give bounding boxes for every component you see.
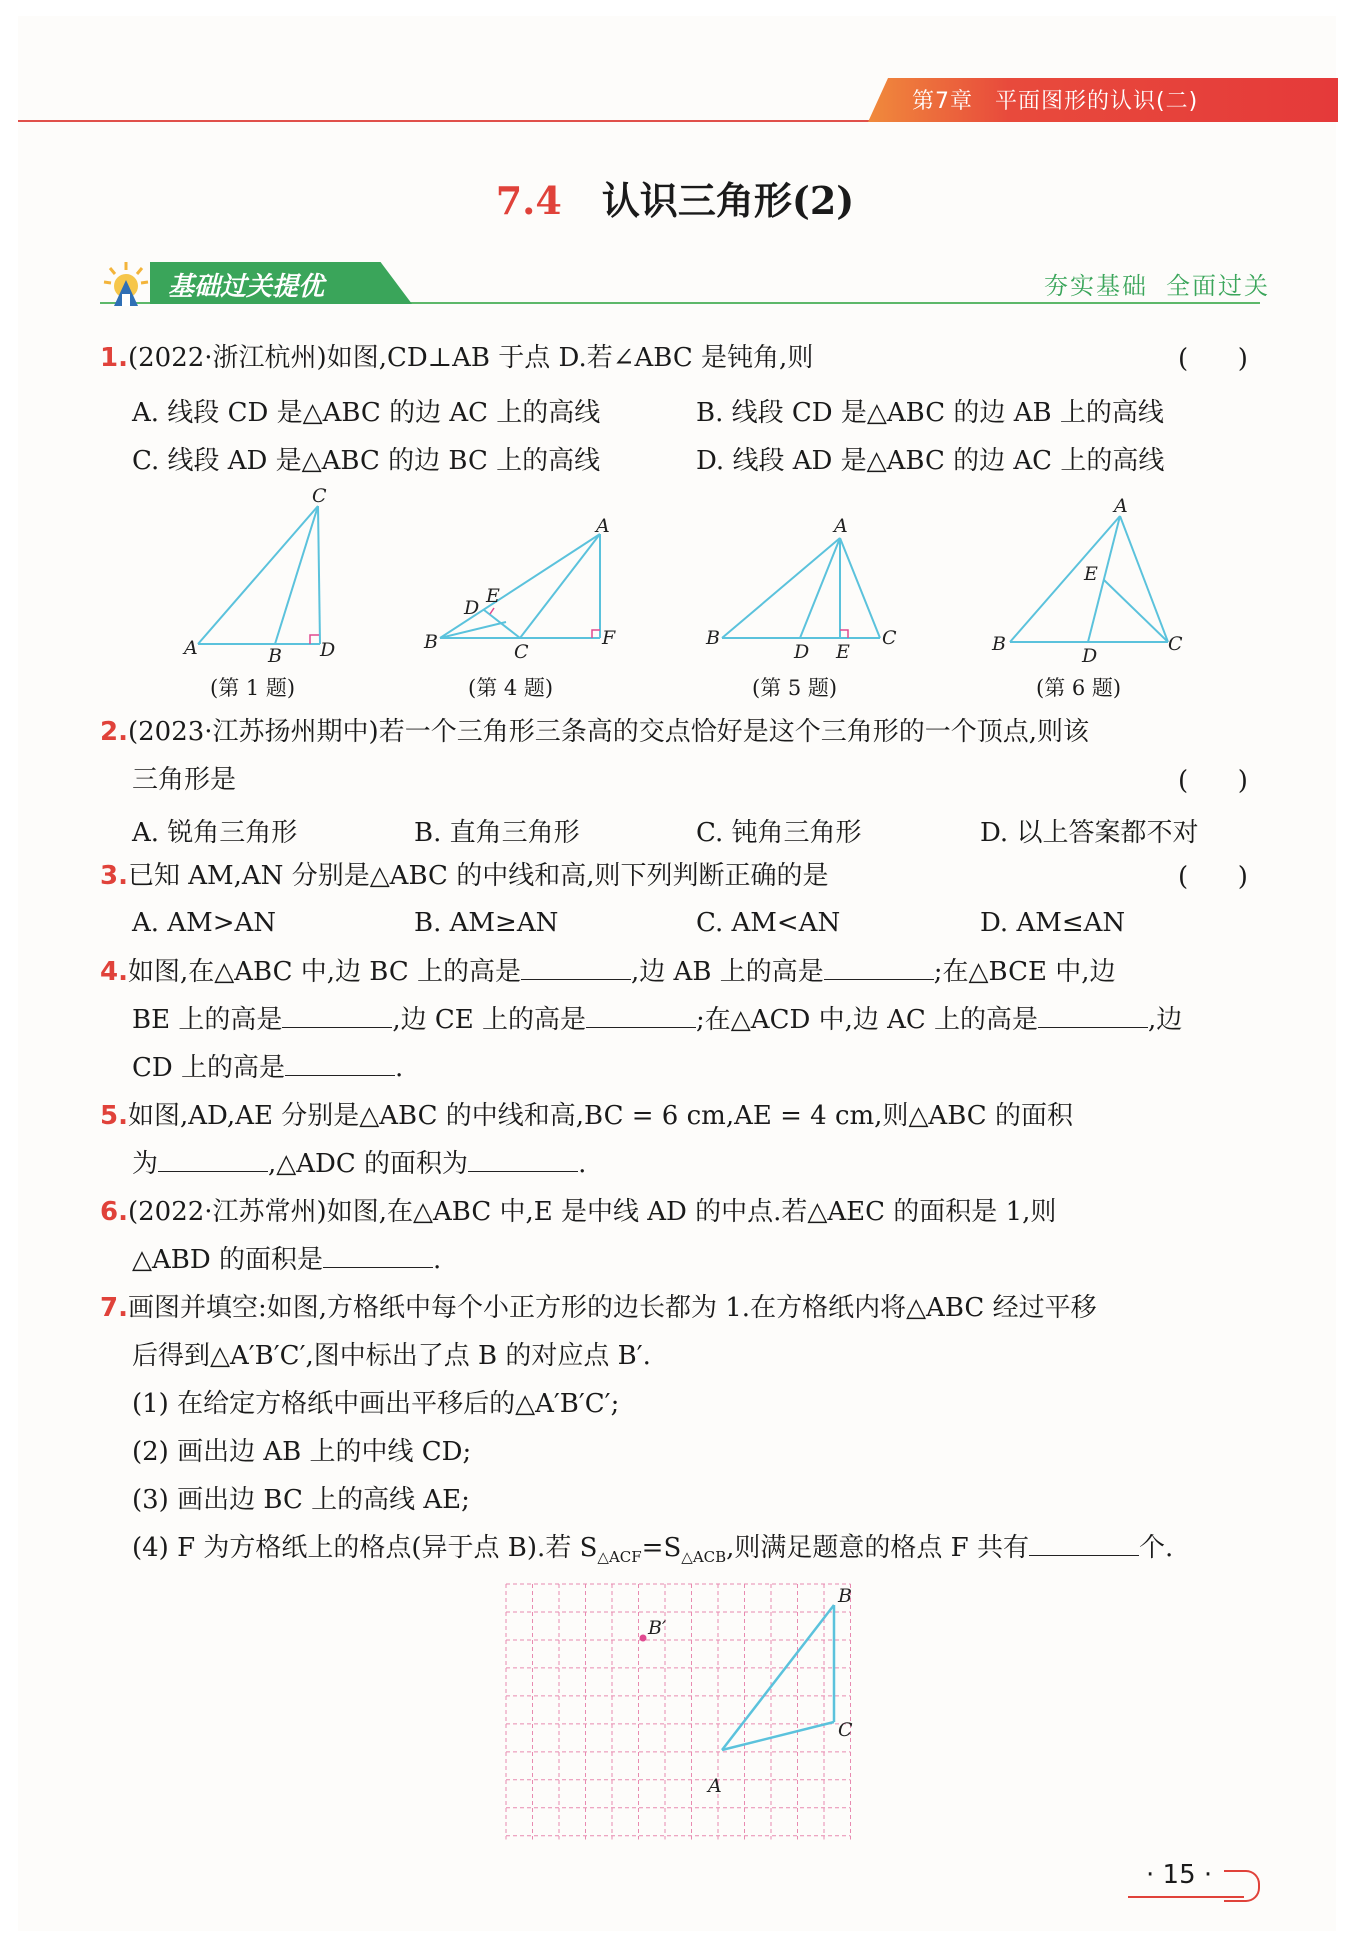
svg-text:C: C bbox=[514, 641, 529, 663]
option-a: A. AM>AN bbox=[132, 908, 277, 938]
answer-paren: ( ) bbox=[1178, 766, 1248, 796]
question-text: 如图,在△ABC 中,边 BC 上的高是 bbox=[127, 957, 522, 987]
question-2-line-2: 三角形是 bbox=[132, 765, 237, 795]
svg-text:A: A bbox=[834, 515, 848, 537]
question-number: 2. bbox=[100, 717, 128, 747]
question-2-line-1 bbox=[100, 708, 1089, 756]
figure-question-6 bbox=[980, 494, 1183, 667]
question-text: (4) F 为方格纸上的格点(异于点 B).若 S bbox=[132, 1533, 598, 1563]
option-d: D. 以上答案都不对 bbox=[980, 818, 1199, 848]
figure-question-4 bbox=[420, 510, 620, 663]
grid-figure-question-7 bbox=[500, 1578, 870, 1840]
answer-blank[interactable] bbox=[521, 959, 631, 980]
svg-text:D: D bbox=[464, 597, 480, 619]
page-number: · 15 · bbox=[1146, 1860, 1213, 1890]
question-5-line-2 bbox=[132, 1140, 586, 1188]
section-motto bbox=[1026, 266, 1270, 301]
question-text: 个. bbox=[1139, 1533, 1174, 1563]
question-text: . bbox=[395, 1053, 404, 1083]
answer-paren: ( ) bbox=[1178, 344, 1248, 374]
figure-caption-4: (第 4 题) bbox=[468, 676, 554, 700]
option-c: C. 钝角三角形 bbox=[696, 818, 862, 848]
question-number: 7. bbox=[100, 1293, 128, 1323]
svg-text:B: B bbox=[706, 627, 720, 649]
b-prime-point bbox=[640, 1635, 647, 1642]
subscript: △ACB bbox=[681, 1548, 727, 1567]
question-text: 画图并填空:如图,方格纸中每个小正方形的边长都为 1.在方格纸内将△ABC 经过平移 bbox=[127, 1293, 1097, 1323]
svg-text:D: D bbox=[1082, 645, 1098, 667]
question-text: ,边 CE 上的高是 bbox=[392, 1005, 587, 1035]
lesson-number: 7.4 bbox=[495, 178, 562, 223]
question-4-line-3 bbox=[132, 1044, 403, 1092]
figure-caption-6: (第 6 题) bbox=[1036, 676, 1122, 700]
answer-blank[interactable] bbox=[285, 1055, 395, 1076]
question-number: 4. bbox=[100, 957, 128, 987]
question-text: 如图,AD,AE 分别是△ABC 的中线和高,BC = 6 cm,AE = 4 cm,则△ABC 的面积 bbox=[127, 1101, 1073, 1131]
svg-text:D: D bbox=[794, 641, 810, 663]
lesson-name: 认识三角形(2) bbox=[601, 178, 855, 223]
figure-question-1 bbox=[170, 484, 350, 667]
question-number: 6. bbox=[100, 1197, 128, 1227]
label-b-prime: B′ bbox=[648, 1617, 667, 1639]
svg-text:C: C bbox=[1168, 633, 1183, 655]
svg-text:F: F bbox=[602, 627, 616, 649]
question-text: 为 bbox=[132, 1149, 159, 1179]
question-6-line-1 bbox=[100, 1188, 1056, 1236]
motto-part-2: 全面过关 bbox=[1166, 272, 1270, 300]
question-7-line-1 bbox=[100, 1284, 1097, 1332]
chapter-title: 平面图形的认识(二) bbox=[995, 89, 1199, 114]
question-text: CD 上的高是 bbox=[132, 1053, 286, 1083]
answer-blank[interactable] bbox=[158, 1151, 268, 1172]
question-3-stem bbox=[100, 852, 828, 900]
chapter-number: 第7章 bbox=[912, 89, 973, 114]
question-number: 1. bbox=[100, 343, 128, 373]
svg-text:C: C bbox=[882, 627, 897, 649]
question-7-sub-3: (3) 画出边 BC 上的高线 AE; bbox=[132, 1485, 470, 1515]
question-text: ,边 AB 上的高是 bbox=[631, 957, 824, 987]
question-text: (2022·浙江杭州)如图,CD⊥AB 于点 D.若∠ABC 是钝角,则 bbox=[127, 343, 814, 373]
question-7-sub-2: (2) 画出边 AB 上的中线 CD; bbox=[132, 1437, 472, 1467]
option-c: C. 线段 AD 是△ABC 的边 BC 上的高线 bbox=[132, 446, 601, 476]
subscript: △ACF bbox=[597, 1548, 642, 1567]
option-a: A. 锐角三角形 bbox=[132, 818, 298, 848]
svg-text:A: A bbox=[596, 515, 610, 537]
question-7-sub-4 bbox=[132, 1524, 1173, 1581]
option-b: B. 直角三角形 bbox=[414, 818, 580, 848]
label-c: C bbox=[838, 1719, 853, 1741]
question-number: 3. bbox=[100, 861, 128, 891]
question-7-line-2: 后得到△A′B′C′,图中标出了点 B 的对应点 B′. bbox=[132, 1341, 651, 1371]
answer-blank[interactable] bbox=[468, 1151, 578, 1172]
option-c: C. AM<AN bbox=[696, 908, 841, 938]
figure-question-5 bbox=[700, 510, 910, 663]
question-text: ;在△BCE 中,边 bbox=[933, 957, 1116, 987]
question-text: 已知 AM,AN 分别是△ABC 的中线和高,则下列判断正确的是 bbox=[127, 861, 829, 891]
svg-text:C: C bbox=[312, 485, 327, 507]
section-title: 基础过关提优 bbox=[168, 272, 325, 302]
question-text: ,△ADC 的面积为 bbox=[268, 1149, 469, 1179]
motto-part-1: 夯实基础 bbox=[1044, 272, 1148, 300]
svg-text:E: E bbox=[486, 585, 500, 607]
question-1-stem bbox=[100, 334, 813, 382]
question-4-line-2 bbox=[132, 996, 1182, 1044]
option-b: B. AM≥AN bbox=[414, 908, 559, 938]
label-b: B bbox=[838, 1585, 852, 1607]
question-number: 5. bbox=[100, 1101, 128, 1131]
label-a: A bbox=[708, 1775, 722, 1797]
footer-curve bbox=[1224, 1870, 1260, 1902]
question-text: (2022·江苏常州)如图,在△ABC 中,E 是中线 AD 的中点.若△AEC 的面积是 1,则 bbox=[127, 1197, 1057, 1227]
question-text: (2023·江苏扬州期中)若一个三角形三条高的交点恰好是这个三角形的一个顶点,则该 bbox=[127, 717, 1089, 747]
option-a: A. 线段 CD 是△ABC 的边 AC 上的高线 bbox=[132, 398, 601, 428]
question-text: ,则满足题意的格点 F 共有 bbox=[726, 1533, 1029, 1563]
question-text: . bbox=[433, 1245, 442, 1275]
question-text: =S bbox=[641, 1533, 682, 1563]
option-d: D. 线段 AD 是△ABC 的边 AC 上的高线 bbox=[696, 446, 1165, 476]
option-b: B. 线段 CD 是△ABC 的边 AB 上的高线 bbox=[696, 398, 1164, 428]
answer-blank[interactable] bbox=[1029, 1535, 1139, 1556]
answer-blank[interactable] bbox=[1038, 1007, 1148, 1028]
question-text: ;在△ACD 中,边 AC 上的高是 bbox=[696, 1005, 1039, 1035]
question-6-line-2 bbox=[132, 1236, 441, 1284]
question-4-line-1 bbox=[100, 948, 1115, 996]
question-text: △ABD 的面积是 bbox=[132, 1245, 323, 1275]
question-text: BE 上的高是 bbox=[132, 1005, 283, 1035]
svg-text:D: D bbox=[320, 639, 336, 661]
figure-caption-5: (第 5 题) bbox=[752, 676, 838, 700]
svg-text:A: A bbox=[1114, 495, 1128, 517]
chapter-heading bbox=[912, 84, 1220, 115]
svg-text:B: B bbox=[992, 633, 1006, 655]
question-text: ,边 bbox=[1148, 1005, 1183, 1035]
answer-blank[interactable] bbox=[824, 959, 934, 980]
figure-caption-1: (第 1 题) bbox=[210, 676, 296, 700]
lighthouse-icon bbox=[100, 258, 152, 310]
answer-blank[interactable] bbox=[323, 1247, 433, 1268]
svg-text:E: E bbox=[1084, 563, 1098, 585]
answer-blank[interactable] bbox=[586, 1007, 696, 1028]
question-text: . bbox=[578, 1149, 587, 1179]
svg-text:A: A bbox=[184, 637, 198, 659]
question-5-line-1 bbox=[100, 1092, 1073, 1140]
question-7-sub-1: (1) 在给定方格纸中画出平移后的△A′B′C′; bbox=[132, 1389, 620, 1419]
svg-text:B: B bbox=[424, 631, 438, 653]
lesson-title bbox=[0, 170, 1350, 225]
svg-text:B: B bbox=[268, 645, 282, 667]
svg-text:E: E bbox=[836, 641, 850, 663]
answer-blank[interactable] bbox=[282, 1007, 392, 1028]
answer-paren: ( ) bbox=[1178, 862, 1248, 892]
option-d: D. AM≤AN bbox=[980, 908, 1126, 938]
